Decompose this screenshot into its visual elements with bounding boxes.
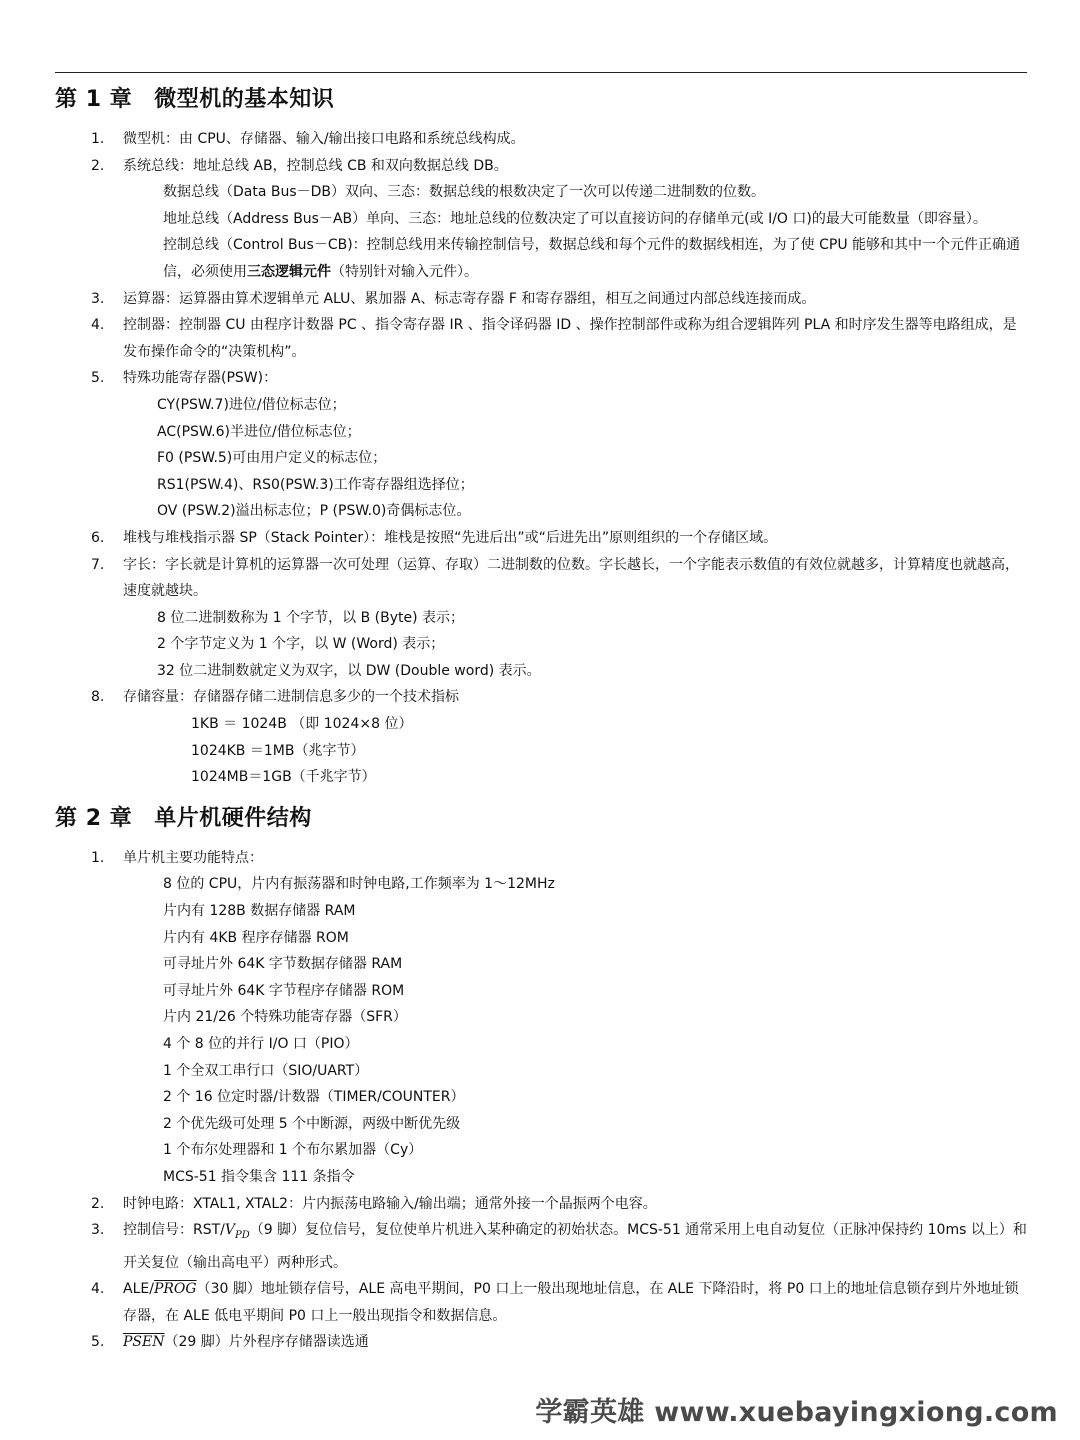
chapter-2-number: 2: [85, 805, 102, 831]
feature-line: 可寻址片外 64K 字节数据存储器 RAM: [163, 956, 403, 973]
top-rule: [55, 72, 1027, 73]
list-item-text-end: （9 脚）复位信号，复位使单片机进入某种确定的初始状态。MCS-51 通常采用上电自动复位（正脉冲保持约 10ms 以上）和开关复位（输出高电平）两种形式。: [123, 1222, 1027, 1271]
psw-line: AC(PSW.6)半进位/借位标志位；: [157, 423, 361, 440]
list-item-text: 时钟电路：XTAL1, XTAL2：片内振荡电路输入/输出端；通常外接一个晶振两个电容。: [123, 1195, 657, 1212]
word-length-line: 2 个字节定义为 1 个字，以 W (Word) 表示；: [157, 636, 445, 653]
feature-line: 1 个全双工串行口（SIO/UART）: [163, 1062, 369, 1079]
feature-line: 片内有 128B 数据存储器 RAM: [163, 903, 356, 920]
list-item-text: 字长：字长就是计算机的运算器一次可处理（运算、存取）二进制数的位数。字长越长，一个字能表示数值的有效位就越多，计算精度也就越高，速度就越块。: [123, 556, 1019, 600]
capacity-line: 1KB ＝ 1024B （即 1024×8 位）: [191, 716, 413, 733]
list-item: [55, 365, 1027, 392]
address-bus-line: 地址总线（Address Bus－AB）单向、三态：地址总线的位数决定了可以直接访问的存储单元(或 I/O 口)的最大可能数量（即容量）。: [163, 210, 987, 227]
list-item-text: ALE/: [123, 1281, 154, 1298]
list-item-text: 堆栈与堆栈指示器 SP（Stack Pointer）：堆栈是按照“先进后出”或“后进先出”原则组织的一个存储区域。: [123, 529, 778, 546]
list-item: [55, 126, 1027, 153]
document-page: [55, 84, 1027, 1356]
capacity-line: 1024MB＝1GB（千兆字节）: [191, 769, 376, 786]
list-item-text: （29 脚）片外程序存储器读选通: [164, 1334, 369, 1351]
control-bus-line: [55, 232, 1027, 285]
list-item-number: 4.: [91, 317, 105, 334]
list-item-text: 存储容量：存储器存储二进制信息多少的一个技术指标: [123, 689, 459, 706]
list-item: [55, 1276, 1027, 1329]
list-item-text-end: （30 脚）地址锁存信号，ALE 高电平期间，P0 口上一般出现地址信息，在 ALE 下降沿时，将 P0 口上的地址信息锁存到片外地址锁存器，在 ALE 低电平期间 P0 口上一般出现指令和数据信息。: [123, 1281, 1019, 1324]
list-item-number: 1.: [91, 131, 105, 147]
chapter-2-heading: [55, 803, 1027, 835]
list-item: [55, 153, 1027, 180]
list-item: [55, 312, 1027, 365]
list-item-number: 2.: [91, 1195, 105, 1212]
word-length-line: 8 位二进制数称为 1 个字节，以 B (Byte) 表示；: [157, 609, 465, 626]
feature-line: 1 个布尔处理器和 1 个布尔累加器（Cy）: [163, 1142, 423, 1159]
chapter-1-number: 1: [85, 87, 102, 112]
list-item: [55, 286, 1027, 313]
list-item-text: 控制信号：RST/: [123, 1222, 225, 1239]
list-item-text: 微型机：由 CPU、存储器、输入/输出接口电路和系统总线构成。: [123, 131, 525, 147]
chapter-2-title: 单片机硬件结构: [154, 805, 312, 831]
list-item: [55, 1191, 1027, 1218]
capacity-line: 1024KB ＝1MB（兆字节）: [191, 742, 365, 759]
chapter-2-prefix: 第: [55, 805, 78, 831]
list-item-number: 6.: [91, 529, 105, 546]
list-item-text: 单片机主要功能特点：: [123, 849, 263, 866]
data-bus-line: 数据总线（Data Bus－DB）双向、三态：数据总线的根数决定了一次可以传递二进制数的位数。: [163, 184, 766, 201]
chapter-1-heading: [55, 84, 1027, 116]
psen-overline-symbol: PSEN: [123, 1334, 165, 1351]
list-item-text: 系统总线：地址总线 AB，控制总线 CB 和双向数据总线 DB。: [123, 157, 508, 174]
vpd-v: V: [224, 1222, 236, 1239]
feature-line: 可寻址片外 64K 字节程序存储器 ROM: [163, 982, 405, 999]
list-item-number: 5.: [91, 1334, 105, 1351]
control-bus-text: 控制总线（Control Bus－CB)：控制总线用来传输控制信号，数据总线和每个元件的数据线相连，为了使 CPU 能够和其中一个元件正确通信，必须使用: [163, 237, 1021, 280]
feature-line: 8 位的 CPU，片内有振荡器和时钟电路,工作频率为 1～12MHz: [163, 876, 555, 893]
list-item-text: 运算器：运算器由算术逻辑单元 ALU、累加器 A、标志寄存器 F 和寄存器组，相互之间通过内部总线连接而成。: [123, 290, 816, 307]
list-item: [55, 1217, 1027, 1276]
feature-line: 片内 21/26 个特殊功能寄存器（SFR）: [163, 1009, 407, 1026]
list-item-number: 1.: [91, 849, 105, 866]
feature-line: 片内有 4KB 程序存储器 ROM: [163, 929, 349, 946]
feature-line: 2 个 16 位定时器/计数器（TIMER/COUNTER）: [163, 1089, 465, 1106]
vpd-subscript: PD: [235, 1229, 250, 1241]
list-item: [55, 525, 1027, 552]
psw-line: OV (PSW.2)溢出标志位；P (PSW.0)奇偶标志位。: [157, 503, 471, 520]
psw-line: F0 (PSW.5)可由用户定义的标志位；: [157, 450, 387, 467]
feature-line: 4 个 8 位的并行 I/O 口（PIO）: [163, 1036, 359, 1052]
feature-line: MCS-51 指令集含 111 条指令: [163, 1168, 355, 1185]
psw-line: CY(PSW.7)进位/借位标志位；: [157, 396, 346, 413]
list-item: [55, 845, 1027, 872]
list-item-number: 3.: [91, 290, 105, 307]
feature-line: 2 个优先级可处理 5 个中断源，两级中断优先级: [163, 1115, 461, 1132]
chapter-1-title: 微型机的基本知识: [154, 87, 335, 112]
chapter-1-prefix: 第: [55, 87, 78, 112]
control-bus-text-end: （特别针对输入元件）。: [331, 263, 478, 280]
list-item-number: 8.: [91, 689, 105, 706]
list-item-text: 特殊功能寄存器(PSW)：: [123, 370, 278, 387]
list-item-number: 5.: [91, 370, 105, 387]
chapter-2-suffix: 章: [109, 805, 133, 831]
list-item: [55, 552, 1027, 605]
list-item-text: 控制器：控制器 CU 由程序计数器 PC 、指令寄存器 IR 、指令译码器 ID 、操作控制部件或称为组合逻辑阵列 PLA 和时序发生器等电路组成，是发布操作命令的“决策机构”。: [123, 317, 1017, 360]
tristate-logic-emphasis: 三态逻辑元件: [247, 263, 331, 280]
list-item-number: 4.: [91, 1281, 105, 1298]
word-length-line: 32 位二进制数就定义为双字，以 DW (Double word) 表示。: [157, 662, 541, 679]
list-item: [55, 684, 1027, 711]
footer-watermark: 学霸英雄 www.xuebayingxiong.com: [535, 1397, 1058, 1428]
list-item-number: 3.: [91, 1222, 105, 1239]
list-item: [55, 1329, 1027, 1356]
prog-overline-symbol: PROG: [153, 1281, 197, 1298]
list-item-number: 7.: [91, 556, 105, 573]
vpd-symbol: [224, 1222, 250, 1241]
psw-line: RS1(PSW.4)、RS0(PSW.3)工作寄存器组选择位；: [157, 476, 474, 493]
list-item-number: 2.: [91, 157, 105, 174]
chapter-1-suffix: 章: [109, 87, 133, 112]
